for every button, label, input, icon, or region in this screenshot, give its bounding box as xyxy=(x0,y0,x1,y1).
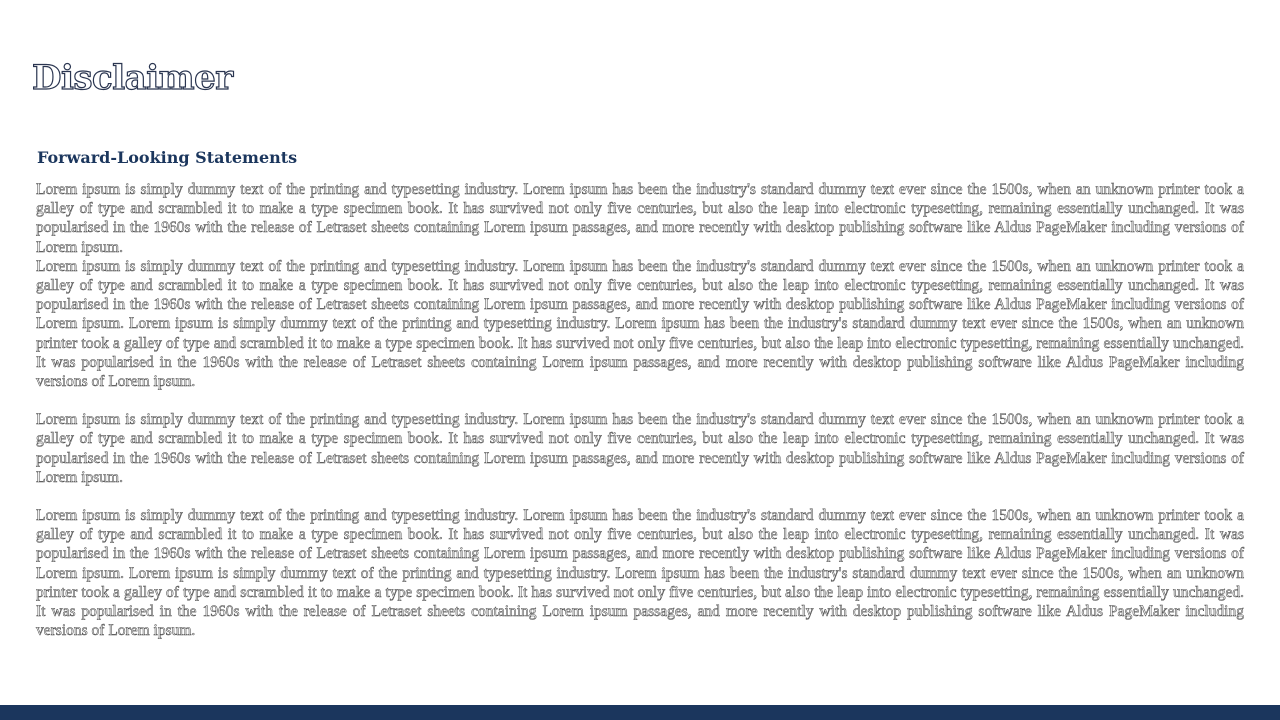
paragraph: Lorem ipsum is simply dummy text of the printing and typesetting industry. Lorem ipsum has been the industry's standard dummy text ever since the 1500s, when an unknown printer took a galley of type and scrambled it to make a type specimen book. It has survived not only five centuries, but also the leap into electronic typesetting, remaining essentially unchanged. It was popularised in the 1960s with the release of Letraset sheets containing Lorem ipsum passages, and more recently with desktop publishing software like Aldus PageMaker including versions of Lorem ipsum. Lorem ipsum is simply dummy text of the printing and typesetting industry. Lorem ipsum has been the industry's standard dummy text ever since the 1500s, when an unknown printer took a galley of type and scrambled it to make a type specimen book. It has survived not only five centuries, but also the leap into electronic typesetting, remaining essentially unchanged. It was popularised in the 1960s with the release of Letraset sheets containing Lorem ipsum passages, and more recently with desktop publishing software like Aldus PageMaker including versions of Lorem ipsum. xyxy=(36,507,1244,640)
page-title: Disclaimer xyxy=(32,58,233,98)
disclaimer-section xyxy=(36,146,1244,640)
footer-bar xyxy=(0,705,1280,720)
paragraph: Lorem ipsum is simply dummy text of the printing and typesetting industry. Lorem ipsum has been the industry's standard dummy text ever since the 1500s, when an unknown printer took a galley of type and scrambled it to make a type specimen book. It has survived not only five centuries, but also the leap into electronic typesetting, remaining essentially unchanged. It was popularised in the 1960s with the release of Letraset sheets containing Lorem ipsum passages, and more recently with desktop publishing software like Aldus PageMaker including versions of Lorem ipsum. xyxy=(36,411,1244,486)
paragraph: Lorem ipsum is simply dummy text of the printing and typesetting industry. Lorem ipsum has been the industry's standard dummy text ever since the 1500s, when an unknown printer took a galley of type and scrambled it to make a type specimen book. It has survived not only five centuries, but also the leap into electronic typesetting, remaining essentially unchanged. It was popularised in the 1960s with the release of Letraset sheets containing Lorem ipsum passages, and more recently with desktop publishing software like Aldus PageMaker including versions of Lorem ipsum. xyxy=(36,181,1244,256)
section-heading: Forward-Looking Statements xyxy=(37,148,298,167)
paragraph: Lorem ipsum is simply dummy text of the printing and typesetting industry. Lorem ipsum has been the industry's standard dummy text ever since the 1500s, when an unknown printer took a galley of type and scrambled it to make a type specimen book. It has survived not only five centuries, but also the leap into electronic typesetting, remaining essentially unchanged. It was popularised in the 1960s with the release of Letraset sheets containing Lorem ipsum passages, and more recently with desktop publishing software like Aldus PageMaker including versions of Lorem ipsum. Lorem ipsum is simply dummy text of the printing and typesetting industry. Lorem ipsum has been the industry's standard dummy text ever since the 1500s, when an unknown printer took a galley of type and scrambled it to make a type specimen book. It has survived not only five centuries, but also the leap into electronic typesetting, remaining essentially unchanged. It was popularised in the 1960s with the release of Letraset sheets containing Lorem ipsum passages, and more recently with desktop publishing software like Aldus PageMaker including versions of Lorem ipsum. xyxy=(36,257,1244,391)
